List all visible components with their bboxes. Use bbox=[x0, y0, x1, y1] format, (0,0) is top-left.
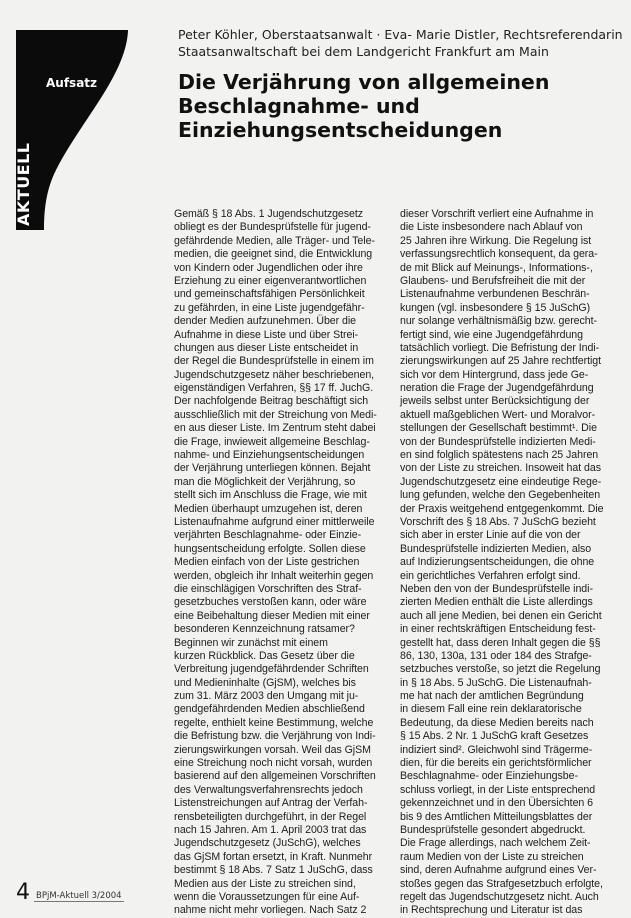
body-text-line: Bundesprüfstelle gesondert abgedruckt. bbox=[400, 823, 586, 836]
body-text-line: gesetzbuches verstoßen kann, oder wäre bbox=[174, 596, 367, 609]
authors-line: Peter Köhler, Oberstaatsanwalt · Eva- Marie Distler, Rechtsreferendarin bbox=[178, 27, 623, 42]
body-text-line: Jugendschutzgesetz näher beschriebenen, bbox=[174, 368, 375, 381]
body-text-line: setzbuches verstoße, so jetzt die Regelung bbox=[400, 663, 601, 676]
body-text-line: bis 9 des Amtlichen Mitteilungsblattes der bbox=[400, 810, 593, 823]
body-text-line: in einer rechtskräftigen Entscheidung fest- bbox=[400, 623, 596, 636]
body-text-line: zu gefährden, in eine Liste jugendgefähr- bbox=[174, 301, 365, 314]
body-text-line: eine Streichung noch nicht vorsah, wurden bbox=[174, 757, 373, 770]
body-text-line: en sind folglich spätestens nach 25 Jahren bbox=[400, 449, 599, 462]
body-text-line: nahme nicht mehr vorliegen. Nach Satz 2 bbox=[174, 904, 367, 917]
body-text-line: Verbreitung jugendgefährdender Schriften bbox=[174, 663, 369, 676]
body-text-line: eine Beibehaltung dieser Medien mit einer bbox=[174, 609, 370, 622]
body-text-line: Aufnahme in diese Liste und über Strei- bbox=[174, 328, 359, 341]
body-text-line: eigenständigen Verfahren, §§ 17 ff. JuchG. bbox=[174, 382, 374, 395]
body-text-line: gefährdende Medien, alle Träger- und Tele- bbox=[174, 234, 375, 247]
body-text-line: nur solange verhältnismäßig bzw. gerecht- bbox=[400, 315, 597, 328]
body-text-line: tatsächlich vorliegt. Die Befristung der Indi- bbox=[400, 341, 600, 354]
body-text-line: kungen (vgl. insbesondere § 15 JuSchG) bbox=[400, 301, 591, 314]
body-text-line: sich aber in erster Linie auf die von der bbox=[400, 529, 581, 542]
body-text-line: von Kindern oder Jugendlichen oder ihre bbox=[174, 261, 363, 274]
affiliation-line: Staatsanwaltschaft bei dem Landgericht Frankfurt am Main bbox=[178, 44, 549, 59]
body-text-line: Medien überhaupt umzugehen ist, deren bbox=[174, 502, 363, 515]
body-text-line: stellt sich im Anschluss die Frage, wie mit bbox=[174, 489, 367, 502]
body-text-line: chungen aus dieser Liste entscheidet in bbox=[174, 341, 359, 354]
body-column-right bbox=[400, 208, 614, 918]
body-text-line: gestellt hat, dass deren Inhalt gegen die §§ bbox=[400, 636, 601, 649]
body-text-line: lung gefunden, welche den Gegebenheiten bbox=[400, 489, 601, 502]
body-text-line: der Praxis weitgehend entgegenkommt. Die bbox=[400, 502, 604, 515]
body-text-line: Medien aus der Liste zu streichen sind, bbox=[174, 877, 356, 890]
body-text-line: Vorschrift des § 18 Abs. 7 JuSchG bezieht bbox=[400, 515, 596, 528]
body-text-line: dieser Vorschrift verliert eine Aufnahme in bbox=[400, 208, 594, 220]
body-text-line: de mit Blick auf Meinungs-, Informations-, bbox=[400, 261, 593, 274]
body-text-line: hungsentscheidung erfolgte. Sollen diese bbox=[174, 542, 366, 555]
title-line-2: Beschlagnahme- und bbox=[178, 94, 420, 118]
body-text-line: nahme- und Einziehungsentscheidungen bbox=[174, 449, 365, 462]
body-text-line: des Verwaltungsverfahrensrechts jedoch bbox=[174, 783, 363, 796]
article-title bbox=[178, 70, 618, 142]
body-column-left bbox=[174, 208, 388, 918]
body-text-line: auch all jene Medien, bei denen ein Gericht bbox=[400, 609, 602, 622]
body-text-line: in diesem Fall eine rein deklaratorische bbox=[400, 703, 582, 716]
title-line-3: Einziehungsentscheidungen bbox=[178, 118, 503, 142]
body-text-line: stellungen der Gesellschaft bestimmt¹. Die bbox=[400, 422, 597, 435]
body-text-line: die Liste insbesondere nach Ablauf von bbox=[400, 221, 583, 234]
body-text-line: zum 31. März 2003 den Umgang mit ju- bbox=[174, 690, 359, 703]
body-text-line: Medien einfach von der Liste gestrichen bbox=[174, 556, 360, 569]
page-number: 4 bbox=[16, 880, 30, 905]
footer-rule bbox=[34, 901, 124, 902]
author-block bbox=[178, 26, 623, 60]
body-text-line: ein gerichtliches Verfahren erfolgt sind. bbox=[400, 569, 581, 582]
body-text-line: bestimmt § 18 Abs. 7 Satz 1 JuSchG, dass bbox=[174, 864, 373, 877]
body-text-line: indiziert sind². Gleichwohl sind Trägerme- bbox=[400, 743, 593, 756]
body-text-line: medien, die geeignet sind, die Entwicklung bbox=[174, 248, 373, 261]
body-text-line: Jugendschutzgesetz eine eindeutige Rege- bbox=[400, 475, 602, 488]
body-text-line: besonderen Kennzeichnung ratsamer? bbox=[174, 623, 355, 636]
body-text-line: werden, obgleich ihr Inhalt weiterhin gegen bbox=[174, 569, 374, 582]
body-text-line: wenn die Voraussetzungen für eine Auf- bbox=[174, 890, 360, 903]
section-tab-shape bbox=[16, 30, 146, 230]
body-text-line: 25 Jahren ihre Wirkung. Die Regelung ist bbox=[400, 234, 592, 247]
body-text-line: Bedeutung, da diese Medien bereits nach bbox=[400, 716, 594, 729]
body-text-line: Beschlagnahme- oder Einziehungsbe- bbox=[400, 770, 578, 783]
body-text-line: in Rechtsprechung und Literatur ist das bbox=[400, 904, 583, 917]
body-text-line: rensbeteiligten durchgeführt, in der Regel bbox=[174, 810, 367, 823]
body-text-line: me hat nach der amtlichen Begründung bbox=[400, 690, 584, 703]
body-text-line: nach 15 Jahren. Am 1. April 2003 trat das bbox=[174, 823, 367, 836]
publication-name: BPjM-Aktuell 3/2004 bbox=[36, 891, 122, 901]
body-text-line: Jugendschutzgesetz (JuSchG), welches bbox=[174, 837, 361, 850]
body-text-line: § 15 Abs. 2 Nr. 1 JuSchG kraft Gesetzes bbox=[400, 730, 589, 743]
body-text-line: gekennzeichnet und in den Übersichten 6 bbox=[400, 797, 593, 810]
body-text-line: kurzen Rückblick. Das Gesetz über die bbox=[174, 649, 355, 662]
body-text-line: ausschließlich mit der Streichung von Medi- bbox=[174, 408, 377, 421]
body-text-line: man die Möglichkeit der Verjährung, so bbox=[174, 475, 356, 488]
body-text-line: dender Medien aufzunehmen. Über die bbox=[174, 315, 356, 328]
body-text-line: die einschlägigen Vorschriften des Straf- bbox=[174, 582, 362, 595]
body-text-line: schluss vorliegt, in der Liste entsprechend bbox=[400, 783, 596, 796]
body-text-line: regelt das Jugendschutzgesetz nicht. Auch bbox=[400, 890, 599, 903]
body-text-line: fertigt sind, wie eine Jugendgefährdung bbox=[400, 328, 583, 341]
body-text-line: Die Frage allerdings, nach welchem Zeit- bbox=[400, 837, 591, 850]
body-text-line: Erziehung zu einer eigenverantwortlichen bbox=[174, 274, 367, 287]
category-label: AKTUELL bbox=[14, 142, 33, 226]
body-text-line: Der nachfolgende Beitrag beschäftigt sich bbox=[174, 395, 369, 408]
body-text-line: zierungswirkungen auf 25 Jahre rechtfertigt bbox=[400, 355, 602, 368]
body-text-line: Listenaufnahme verbundenen Beschrän- bbox=[400, 288, 590, 301]
body-text-line: Gemäß § 18 Abs. 1 Jugendschutzgesetz bbox=[174, 208, 364, 220]
body-text-line: Listenaufnahme aufgrund einer mittlerweile bbox=[174, 515, 375, 528]
body-text-line: en aus dieser Liste. Im Zentrum steht dabei bbox=[174, 422, 376, 435]
body-text-line: sind, deren Aufnahme aufgrund eines Ver- bbox=[400, 864, 597, 877]
title-line-1: Die Verjährung von allgemeinen bbox=[178, 70, 550, 94]
body-text-line: die Befristung bzw. die Verjährung von Indi- bbox=[174, 730, 376, 743]
body-text-line: Bundesprüfstelle indizierten Medien, also bbox=[400, 542, 592, 555]
body-text-line: gendgefährdenden Medien abschließend bbox=[174, 703, 365, 716]
body-text-line: von der Bundesprüfstelle indizierten Medi- bbox=[400, 435, 596, 448]
body-text-line: von der Liste zu streichen. Insoweit hat das bbox=[400, 462, 601, 475]
body-text-line: das GjSM fortan ersetzt, in Kraft. Nunmehr bbox=[174, 850, 373, 863]
body-text-line: obliegt es der Bundesprüfstelle für jugend- bbox=[174, 221, 371, 234]
body-text-line: dien, für die bereits ein gerichtsförmlicher bbox=[400, 757, 592, 770]
body-text-line: neration die Frage der Jugendgefährdung bbox=[400, 382, 594, 395]
body-text-line: jeweils selbst unter Berücksichtigung der bbox=[400, 395, 590, 408]
body-text-line: zierten Medien enthält die Liste allerdings bbox=[400, 596, 593, 609]
body-text-line: und gemeinschaftsfähigen Persönlichkeit bbox=[174, 288, 365, 301]
body-text-line: aktuell maßgeblichen Wert- und Moralvor- bbox=[400, 408, 596, 421]
body-text-line: zierungswirkungen vorsah. Weil das GjSM bbox=[174, 743, 371, 756]
body-text-line: stoßes gegen das Strafgesetzbuch erfolgte, bbox=[400, 877, 603, 890]
body-text-line: raum Medien von der Liste zu streichen bbox=[400, 850, 584, 863]
body-text-line: Beginnen wir zunächst mit einem bbox=[174, 636, 328, 649]
body-text-line: die Frage, inwieweit allgemeine Beschlag- bbox=[174, 435, 370, 448]
body-text-line: Glaubens- und Berufsfreiheit die mit der bbox=[400, 274, 586, 287]
body-text-line: basierend auf den allgemeinen Vorschriften bbox=[174, 770, 376, 783]
body-text-line: Neben den von der Bundesprüfstelle indi- bbox=[400, 582, 593, 595]
section-tab bbox=[16, 30, 146, 230]
body-text-line: der Verjährung unterliegen können. Bejaht bbox=[174, 462, 371, 475]
body-text-line: regelte, enthielt keine Bestimmung, welche bbox=[174, 716, 374, 729]
body-text-line: Listenstreichungen auf Antrag der Verfah- bbox=[174, 797, 368, 810]
body-text-line: 86, 130, 130a, 131 oder 184 des Strafge- bbox=[400, 649, 592, 662]
body-text-line: in § 18 Abs. 5 JuSchG. Die Listenaufnah- bbox=[400, 676, 592, 689]
body-text-line: auf Indizierungsentscheidungen, die ohne bbox=[400, 556, 595, 569]
body-text-line: verjährten Beschlagnahme- oder Einzie- bbox=[174, 529, 362, 542]
body-text-line: der Regel die Bundesprüfstelle in einem im bbox=[174, 355, 374, 368]
body-text-line: und Medieninhalte (GjSM), welches bis bbox=[174, 676, 356, 689]
body-text-line: sich vor dem Hintergrund, dass jede Ge- bbox=[400, 368, 589, 381]
body-text-line: verfassungsrechtlich konsequent, da gera- bbox=[400, 248, 598, 261]
section-label: Aufsatz bbox=[46, 76, 98, 90]
